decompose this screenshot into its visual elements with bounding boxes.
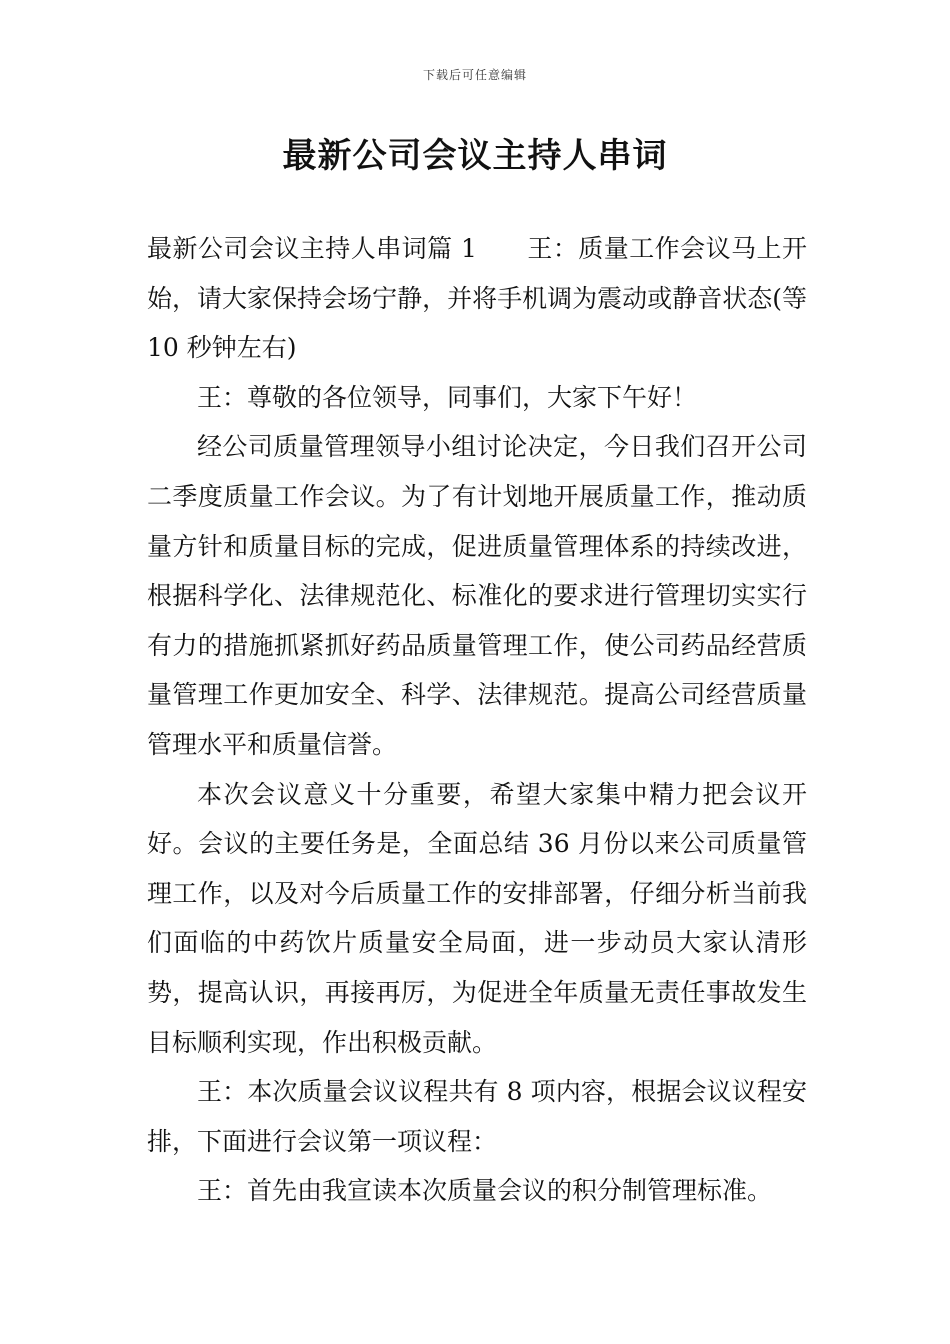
document-body [147,224,807,1216]
paragraph-3: 经公司质量管理领导小组讨论决定，今日我们召开公司二季度质量工作会议。为了有计划地开展质量工作，推动质量方针和质量目标的完成，促进质量管理体系的持续改进，根据科学化、法律规范化、标准化的要求进行管理切实实行有力的措施抓紧抓好药品质量管理工作，使公司药品经营质量管理工作更加安全、科学、法律规范。提高公司经营质量管理水平和质量信誉。 [147,432,807,759]
paragraph-1-text: 王：质量工作会议马上开始，请大家保持会场宁静，并将手机调为震动或静音状态(等 10 秒钟左右) [147,234,807,363]
paragraph-2: 王：尊敬的各位领导，同事们，大家下午好！ [197,382,698,412]
paragraph-6: 王：首先由我宣读本次质量会议的积分制管理标准。 [197,1176,773,1206]
header-note: 下载后可任意编辑 [422,68,527,82]
paragraph-5: 王：本次质量会议议程共有 8 项内容，根据会议议程安排，下面进行会议第一项议程： [147,1077,807,1156]
paragraph-4: 本次会议意义十分重要，希望大家集中精力把会议开好。会议的主要任务是，全面总结 36 月份以来公司质量管理工作，以及对今后质量工作的安排部署，仔细分析当前我们面临的中药饮片质量安全局面，进一步动员大家认清形势，提高认识，再接再厉，为促进全年质量无责任事故发生目标顺利实现，作出积极贡献。 [147,779,807,1057]
paragraph-1 [147,224,807,373]
section-heading: 最新公司会议主持人串词篇 1 [147,234,477,263]
page-title: 最新公司会议主持人串词 [282,136,668,176]
